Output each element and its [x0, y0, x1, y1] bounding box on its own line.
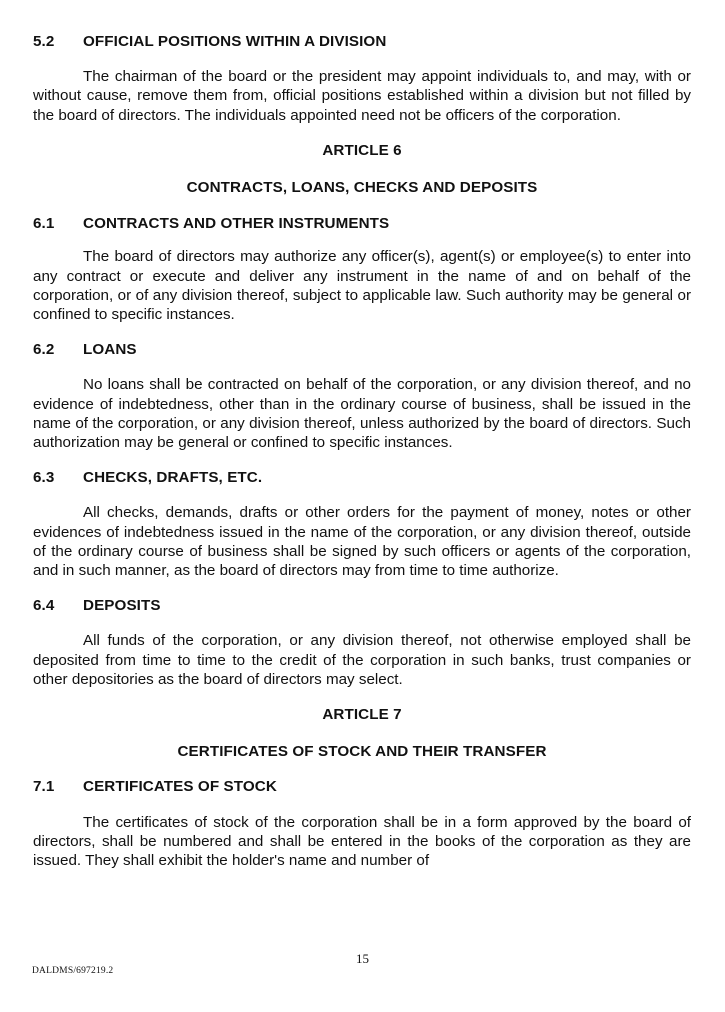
section-number: 5.2 — [33, 33, 55, 50]
section-number: 6.4 — [33, 597, 55, 615]
section-title: CHECKS, DRAFTS, ETC. — [83, 469, 263, 487]
section-body-6-4: All funds of the corporation, or any division thereof, not otherwise employed shall be deposited from time to time to the credit of the corporation in such banks, trust companies or other depositories as the board of directors may select. — [33, 632, 691, 688]
section-title: CONTRACTS AND OTHER INSTRUMENTS — [83, 215, 390, 233]
section-title: DEPOSITS — [83, 597, 161, 615]
section-title: OFFICIAL POSITIONS WITHIN A DIVISION — [83, 33, 387, 50]
section-number: 6.3 — [33, 469, 55, 487]
section-number: 6.2 — [33, 341, 55, 359]
document-id: DALDMS/697219.2 — [32, 966, 114, 976]
section-number: 7.1 — [33, 778, 55, 796]
section-body-7-1: The certificates of stock of the corporation shall be in a form approved by the board of directors, shall be numbered and shall be entered in the books of the corporation as they are issued. They shall exhibit the holder's name and number of — [33, 813, 691, 870]
section-title: CERTIFICATES OF STOCK — [83, 778, 277, 796]
article-6-title: CONTRACTS, LOANS, CHECKS AND DEPOSITS — [186, 179, 538, 197]
page-number: 15 — [356, 951, 369, 966]
section-heading-6-2 — [33, 340, 691, 359]
section-heading-6-1 — [33, 214, 691, 233]
section-body-6-3: All checks, demands, drafts or other orders for the payment of money, notes or other evidences of indebtedness issued in the name of the corporation, or any division thereof, outside of the ordinary course of business shall be signed by such officers or agents of the corporation, and in such manner, as the board of directors may from time to time authorize. — [33, 504, 691, 580]
article-6-label: ARTICLE 6 — [322, 141, 402, 159]
article-7-label: ARTICLE 7 — [322, 706, 402, 724]
section-heading-6-3 — [33, 468, 691, 487]
section-heading-6-4 — [33, 596, 691, 615]
section-number: 6.1 — [33, 215, 55, 233]
article-7-title: CERTIFICATES OF STOCK AND THEIR TRANSFER — [177, 743, 547, 761]
section-body-6-2: No loans shall be contracted on behalf of the corporation, or any division thereof, and no evidence of indebtedness, other than in the ordinary course of business, shall be issued in the name of the corporation, or any division thereof, unless authorized by the board of directors. Such authorization may be general or confined to specific instances. — [33, 376, 691, 452]
section-title: LOANS — [83, 341, 137, 359]
section-heading-7-1 — [33, 777, 691, 796]
section-body-5-2: The chairman of the board or the president may appoint individuals to, and may, with or without cause, remove them from, official positions established within a division but not filled by the board of directors. The individuals appointed need not be officers of the corporation. — [33, 68, 691, 124]
page-content — [33, 32, 691, 870]
section-body-6-1: The board of directors may authorize any officer(s), agent(s) or employee(s) to enter into any contract or execute and deliver any instrument in the name of and on behalf of the corporation, or of any division thereof, subject to applicable law. Such authority may be general or confined to specific instances. — [33, 248, 691, 324]
section-heading-5-2 — [33, 32, 691, 51]
